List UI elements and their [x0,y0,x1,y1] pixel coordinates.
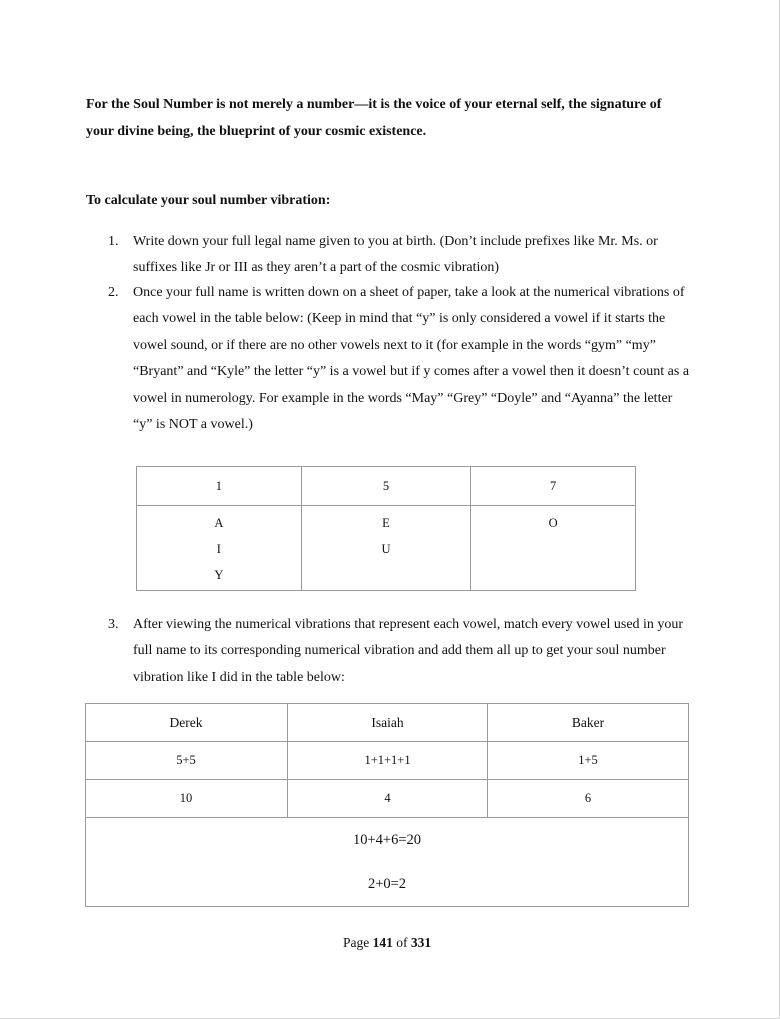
total-page-count: 331 [410,935,432,950]
vowel-table-header-row [137,467,636,506]
step-item [108,612,693,691]
section-heading: To calculate your soul number vibration: [86,193,331,208]
example-names-row [86,704,689,742]
total-cell: 6 [488,780,689,818]
current-page-number: 141 [372,935,393,950]
intro-paragraph: For the Soul Number is not merely a number—it is the voice of your eternal self, the signature of your divine being, the blueprint of your cosmic existence. [86,97,662,139]
page-footer [0,935,774,951]
sum-text: 5+5 [176,753,196,767]
reduced-total: 2+0=2 [367,876,407,892]
vowel-value-cell: 5 [301,467,471,506]
name-text: Derek [169,714,203,730]
vowel-letter: A [214,516,224,530]
sum-cell: 1+5 [488,742,689,780]
vowel-letter: Y [214,568,224,582]
vowel-value-cell: 1 [137,467,302,506]
vowel-letter: E [382,516,390,530]
vowel-table [136,466,636,591]
vowel-letter: I [216,542,221,556]
vowel-letters-cell [471,506,636,591]
vowel-letters-cell [301,506,471,591]
name-cell [86,704,288,742]
step-item [108,280,693,438]
vowel-value-cell: 7 [471,467,636,506]
footer-prefix: Page [342,935,373,950]
sum-cell [86,742,288,780]
vowel-letter: U [381,542,391,556]
total-cell [86,780,288,818]
grand-total: 10+4+6=20 [352,832,422,848]
example-totals-row [86,780,689,818]
total-cell: 4 [287,780,487,818]
vowel-letters-cell [137,506,302,591]
vowel-letter: O [548,516,558,530]
step-text: Once your full name is written down on a sheet of paper, take a look at the numerical vibrations of each vowel in the table below: (Keep in mind that “y” is only considered a vowel if it starts the vowel sound, or if there are no other vowels next to it (for example in the words “gym” “my” “Bryant” and “Kyle” the letter “y” is a vowel but if y comes after a vowel then it doesn’t count as a vowel in numerology. For example in the words “May” “Grey” “Doyle” and “Ayanna” the letter “y” is NOT a vowel.) [133,285,690,433]
example-calculation-table [85,703,689,907]
example-result-row [86,818,689,907]
vowel-table-letters-row [137,506,636,591]
step-number: 3. [108,617,119,632]
example-sums-row [86,742,689,780]
name-cell: Baker [488,704,689,742]
name-cell: Isaiah [287,704,487,742]
step-text: After viewing the numerical vibrations that represent each vowel, match every vowel used in your full name to its corresponding numerical vibration and add them all up to get your soul number vibration like I did in the table below: [133,617,684,685]
sum-cell: 1+1+1+1 [287,742,487,780]
step-number: 1. [108,234,119,249]
step-item [108,229,693,282]
footer-middle: of [392,935,411,950]
step-text: Write down your full legal name given to you at birth. (Don’t include prefixes like Mr. Ms. or suffixes like Jr or III as they aren’t a part of the cosmic vibration) [133,234,658,276]
step-number: 2. [108,285,119,300]
total-text: 10 [179,791,193,805]
result-cell [86,818,689,907]
